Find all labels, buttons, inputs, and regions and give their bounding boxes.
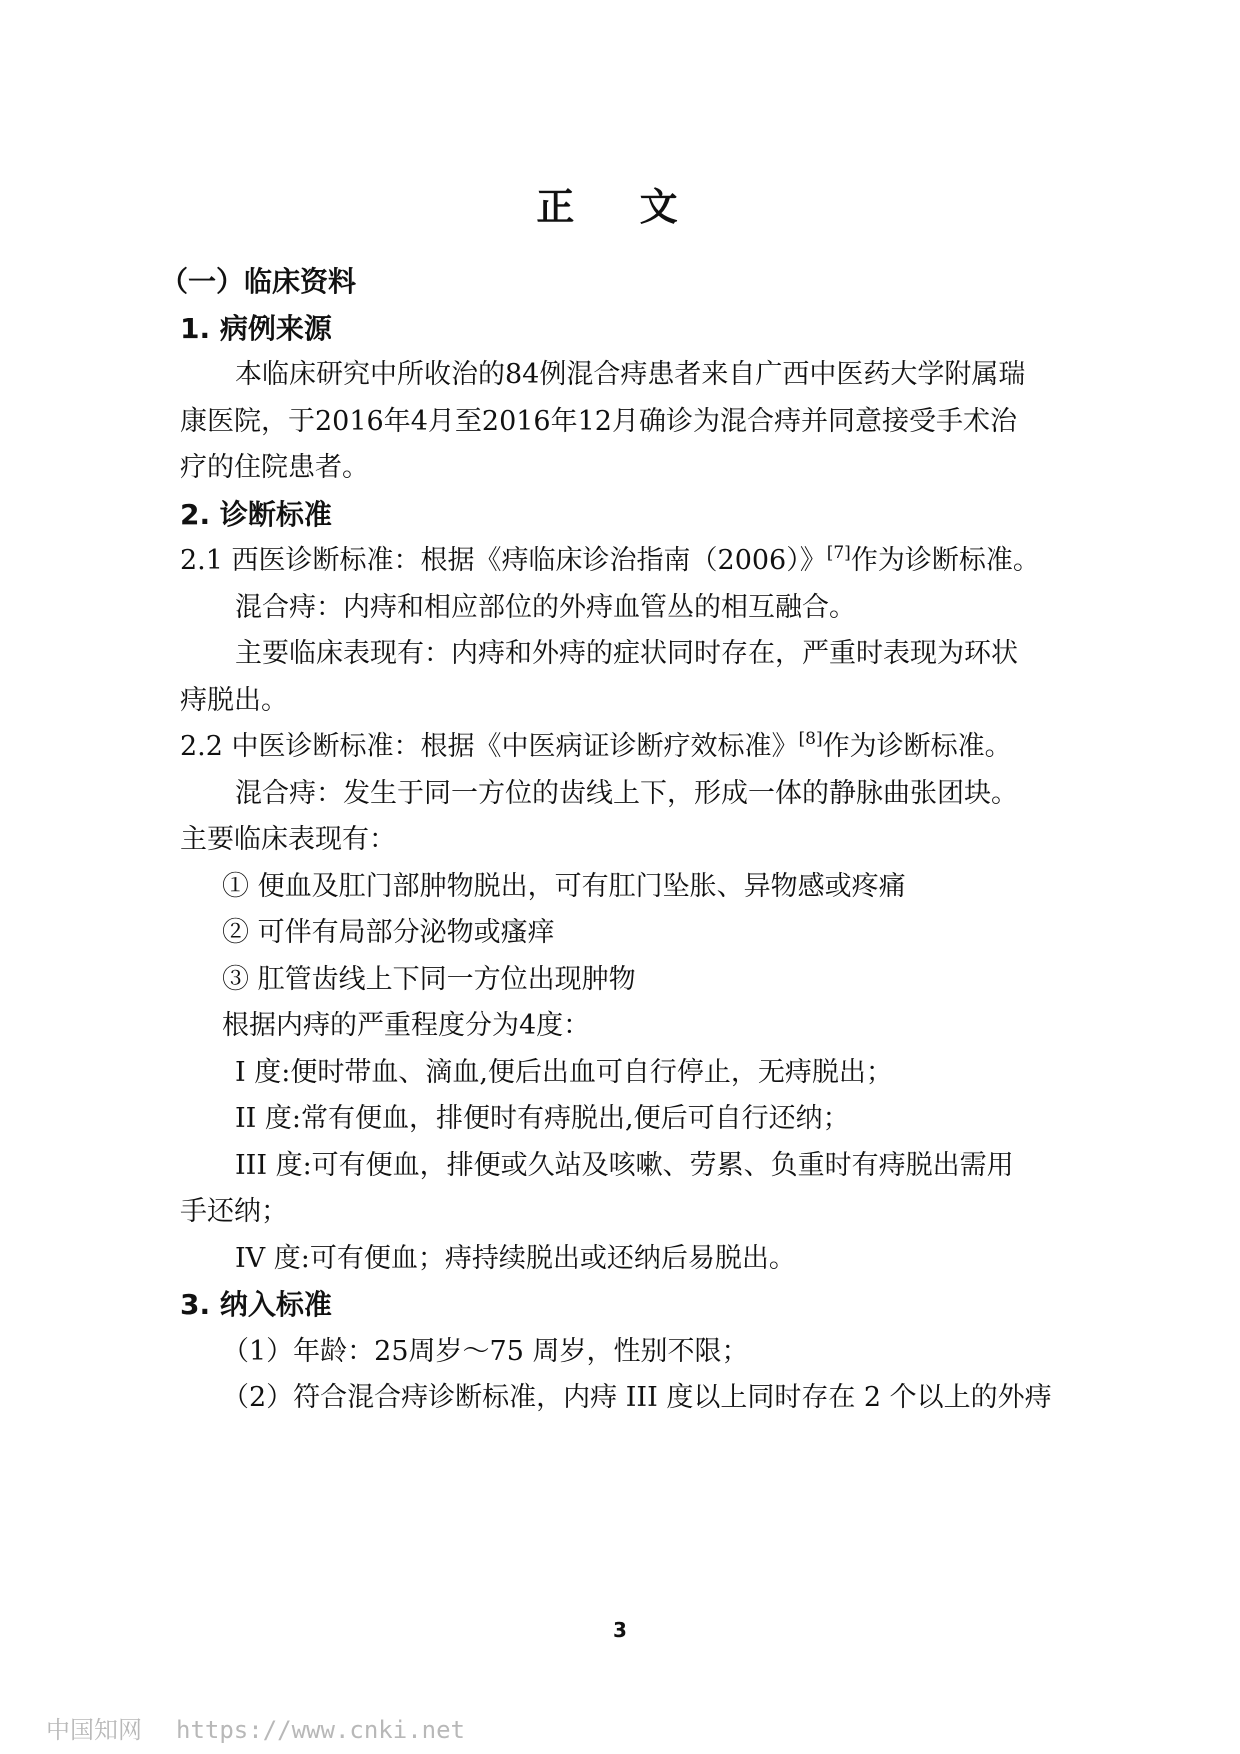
page-number: 3 bbox=[613, 1618, 627, 1642]
grade-line: I 度:便时带血、滴血,便后出血可自行停止，无痔脱出； bbox=[235, 1057, 893, 1088]
watermark-brand: 中国知网 bbox=[46, 1716, 142, 1744]
citation-ref: [7] bbox=[826, 543, 851, 563]
grade-line: II 度:常有便血，排便时有痔脱出,便后可自行还纳； bbox=[235, 1103, 850, 1134]
grade-intro: 根据内痔的严重程度分为4度： bbox=[222, 1010, 591, 1041]
tcm-criteria bbox=[180, 727, 1100, 767]
list-item: ② 可伴有局部分泌物或瘙痒 bbox=[222, 917, 555, 948]
watermark-url: https://www.cnki.net bbox=[176, 1716, 465, 1744]
paragraph-line: 主要临床表现有： bbox=[180, 824, 396, 855]
grade-line: III 度:可有便血，排便或久站及咳嗽、劳累、负重时有痔脱出需用 bbox=[235, 1150, 1014, 1181]
paragraph-line: 本临床研究中所收治的84例混合痔患者来自广西中医药大学附属瑞 bbox=[235, 359, 1026, 390]
list-item: ① 便血及肛门部肿物脱出，可有肛门坠胀、异物感或疼痛 bbox=[222, 871, 906, 902]
watermark bbox=[46, 1710, 465, 1745]
tcm-criteria-text: 2.2 中医诊断标准：根据《中医病证诊断疗效标准》 bbox=[180, 731, 799, 762]
paragraph-line: 疗的住院患者。 bbox=[180, 452, 369, 483]
paragraph-line: 主要临床表现有：内痔和外痔的症状同时存在，严重时表现为环状 bbox=[235, 638, 1018, 669]
section-heading: （一）临床资料 bbox=[160, 265, 357, 298]
grade-line: IV 度:可有便血；痔持续脱出或还纳后易脱出。 bbox=[235, 1243, 796, 1274]
definition-line: 混合痔：内痔和相应部位的外痔血管丛的相互融合。 bbox=[235, 592, 856, 623]
citation-ref: [8] bbox=[798, 729, 823, 749]
tcm-criteria-tail: 作为诊断标准。 bbox=[822, 731, 1012, 762]
paragraph-line: 康医院，于2016年4月至2016年12月确诊为混合痔并同意接受手术治 bbox=[180, 406, 1017, 437]
list-item: ③ 肛管齿线上下同一方位出现肿物 bbox=[222, 964, 636, 995]
western-criteria-tail: 作为诊断标准。 bbox=[850, 545, 1040, 576]
definition-line: 混合痔：发生于同一方位的齿线上下，形成一体的静脉曲张团块。 bbox=[235, 778, 1018, 809]
western-criteria bbox=[180, 541, 1100, 581]
grade-line: 手还纳； bbox=[180, 1196, 288, 1227]
heading-inclusion: 3. 纳入标准 bbox=[180, 1288, 332, 1321]
paragraph-line: 痔脱出。 bbox=[180, 685, 288, 716]
heading-case-source: 1. 病例来源 bbox=[180, 312, 332, 345]
inclusion-item: （1）年龄：25周岁～75 周岁，性别不限； bbox=[222, 1336, 749, 1367]
heading-diagnosis: 2. 诊断标准 bbox=[180, 498, 332, 531]
page-title: 正 文 bbox=[536, 185, 704, 229]
western-criteria-text: 2.1 西医诊断标准：根据《痔临床诊治指南（2006）》 bbox=[180, 545, 827, 576]
inclusion-item: （2）符合混合痔诊断标准，内痔 III 度以上同时存在 2 个以上的外痔 bbox=[222, 1382, 1052, 1413]
